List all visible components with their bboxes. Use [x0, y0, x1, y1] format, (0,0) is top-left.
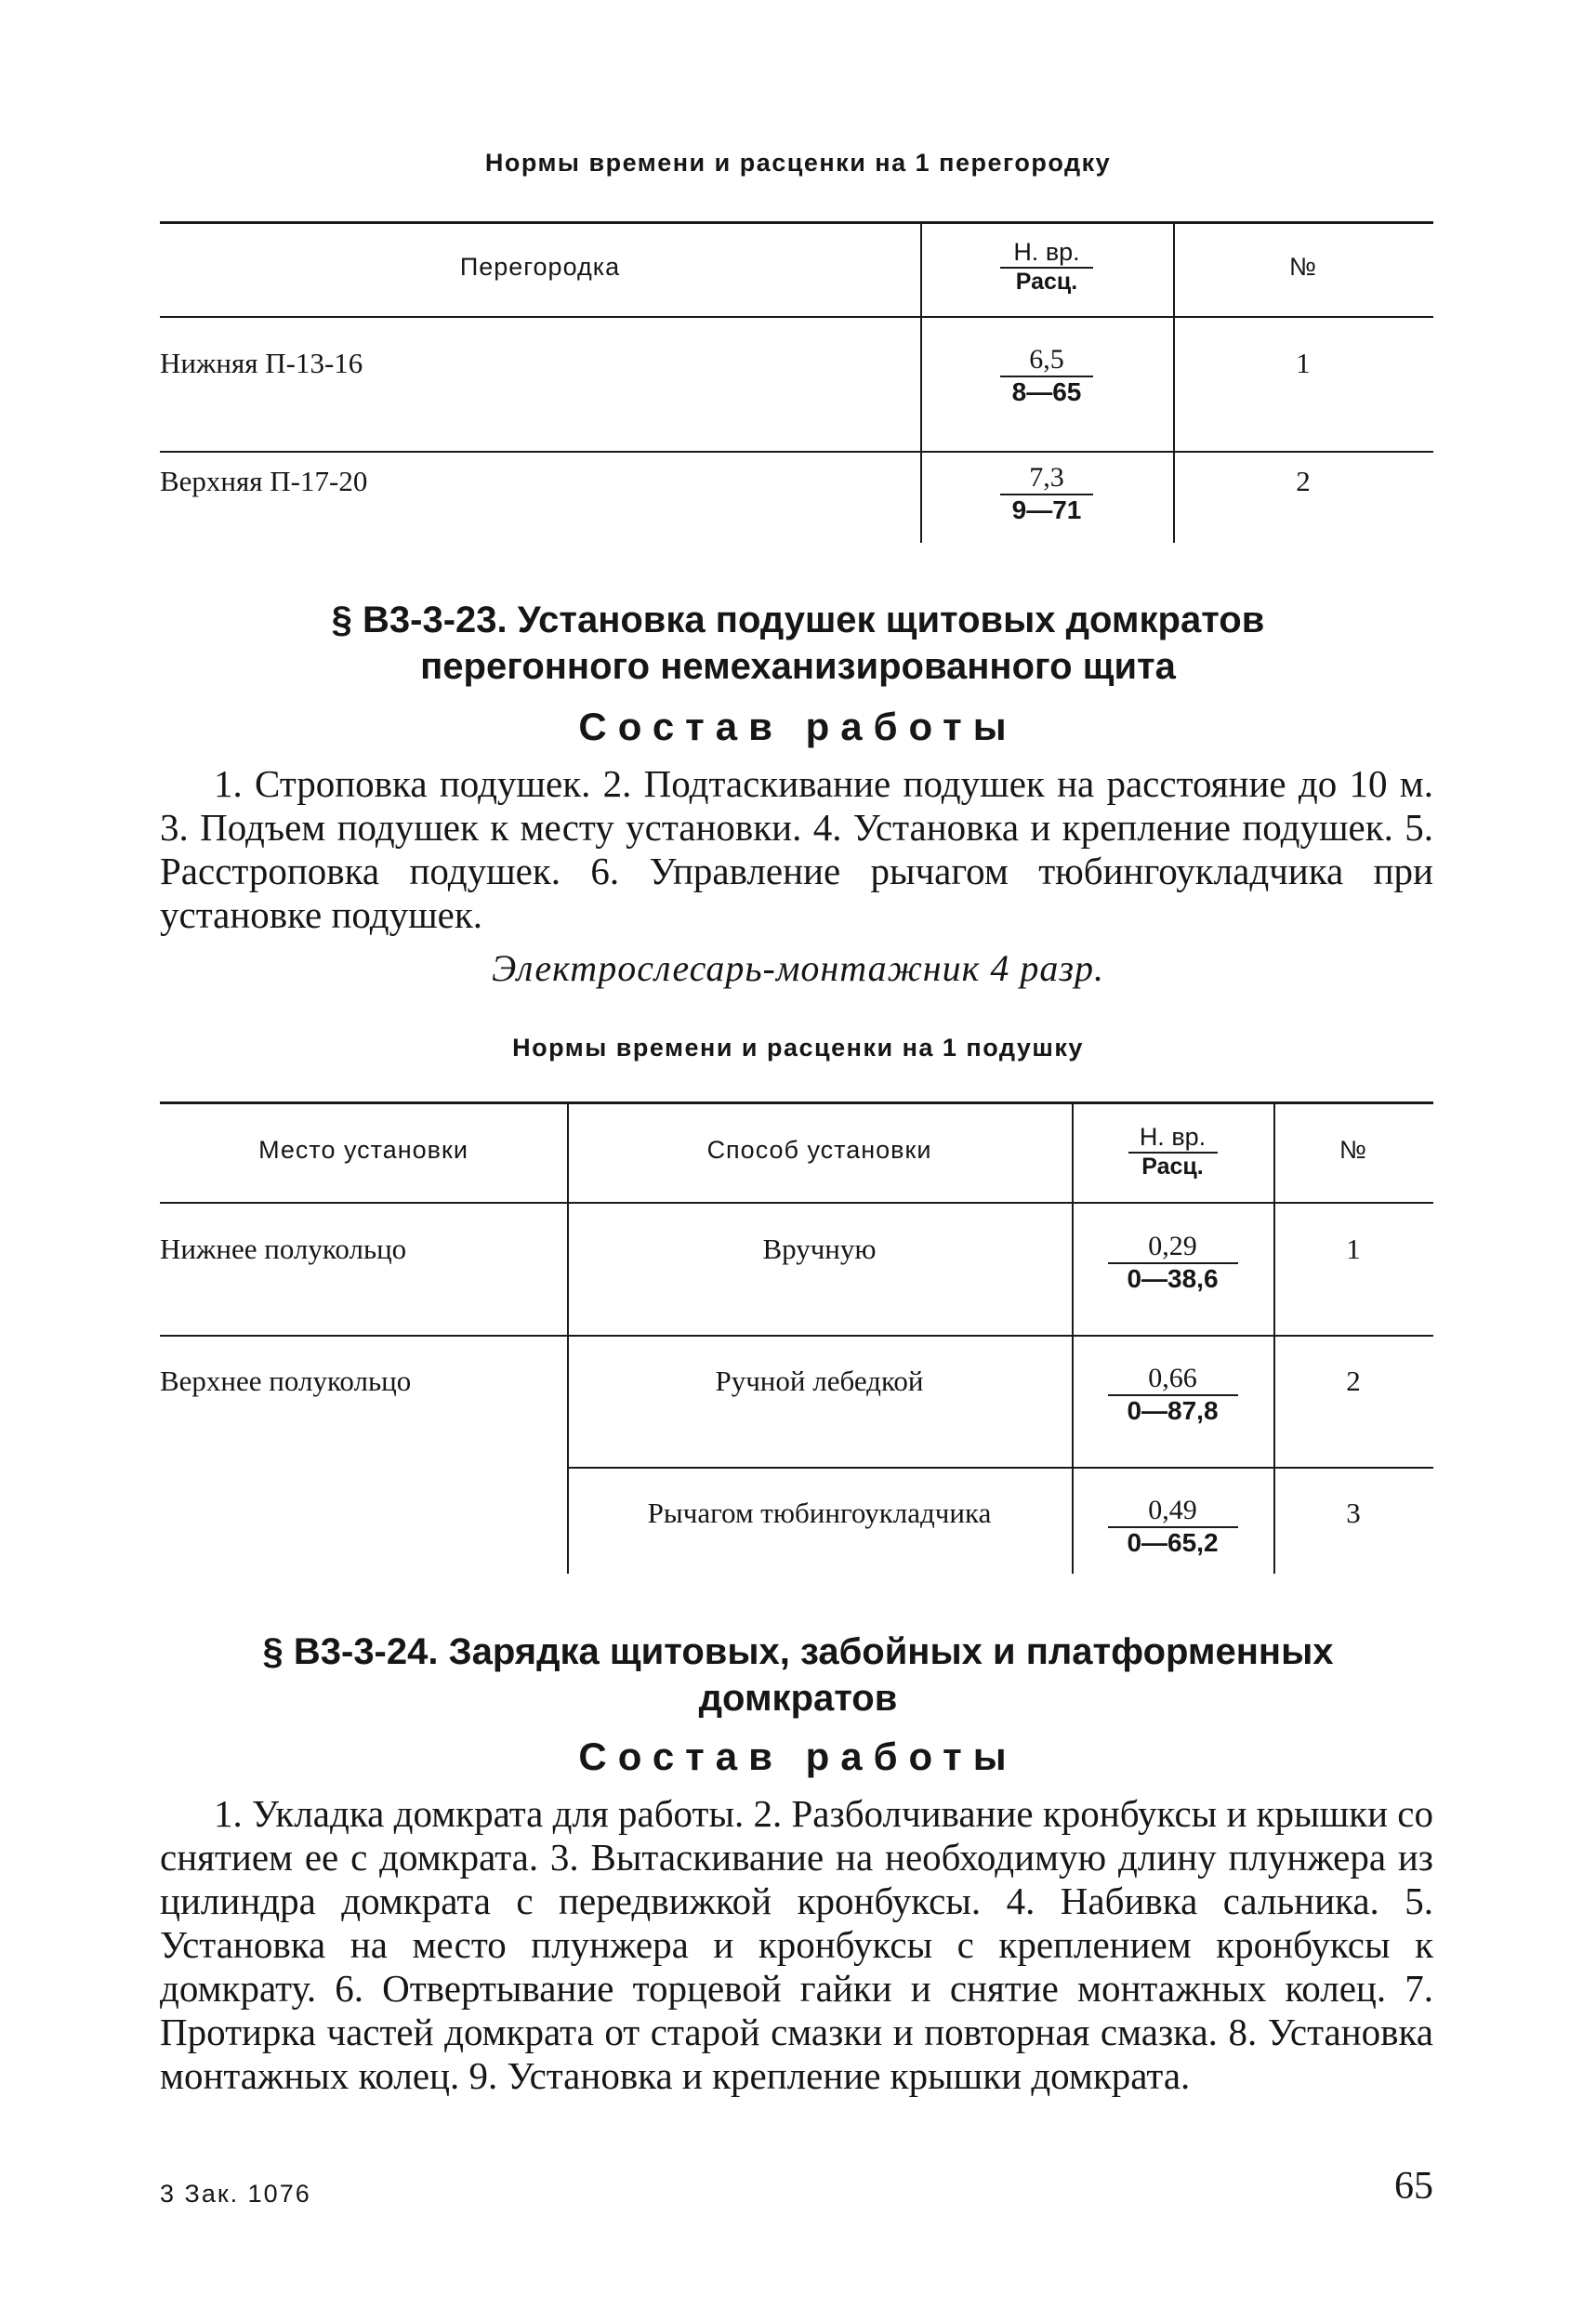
table1-header-nvr-rasc	[920, 238, 1173, 296]
table2-row1-method: Вручную	[762, 1233, 877, 1265]
norm-time: 6,5	[1029, 344, 1064, 375]
section1-work-text: 1. Строповка подушек. 2. Подтаскивание подушек на расстояние до 10 м. 3. Подъем подушек к месту установки. 4. Установка и крепление подушек. 5. Расстроповка подушек. 6. Управление рычагом тюбингоукладчика при установке подушек.	[160, 762, 1433, 936]
rate: 8—65	[1011, 377, 1082, 406]
table2-header-nvr-rasc	[1072, 1123, 1273, 1180]
header-rasc: Расц.	[1141, 1154, 1204, 1180]
table1-caption: Нормы времени и расценки на 1 перегородку	[484, 149, 1112, 177]
table1-row1-norm	[920, 344, 1173, 407]
norm-time: 7,3	[1029, 462, 1064, 493]
table2-header-number: №	[1339, 1136, 1367, 1164]
table2-row2-place: Верхнее полукольцо	[160, 1365, 412, 1397]
norm-time: 0,29	[1148, 1231, 1197, 1261]
table2-row2-num: 2	[1346, 1365, 1361, 1397]
section1-title-line1: § В3-3-23. Установка подушек щитовых домкратов	[331, 600, 1265, 640]
norm-time: 0,66	[1148, 1363, 1197, 1393]
table2-row3-method: Рычагом тюбингоукладчика	[647, 1497, 992, 1529]
table1-row-rule	[160, 451, 1433, 453]
table2-row2-norm	[1072, 1363, 1273, 1426]
table2-row3-norm	[1072, 1495, 1273, 1558]
norm-time: 0,49	[1148, 1495, 1197, 1525]
table2-header-rule	[160, 1202, 1433, 1204]
section2-title-line2: домкратов	[698, 1678, 898, 1719]
table2-row-rule-1	[160, 1335, 1433, 1337]
table2-row1-place: Нижнее полукольцо	[160, 1233, 407, 1265]
section2-sostav-heading: Состав работы	[578, 1734, 1018, 1778]
table2-caption: Нормы времени и расценки на 1 подушку	[512, 1034, 1084, 1062]
page-number: 65	[1394, 2165, 1433, 2208]
table1-row1-num: 1	[1296, 347, 1311, 379]
rate: 0—38,6	[1127, 1264, 1219, 1293]
section1-worker: Электрослесарь-монтажник 4 разр.	[492, 947, 1104, 989]
table2-top-rule	[160, 1101, 1433, 1104]
table1-header-number: №	[1289, 253, 1317, 281]
table1-header-partition: Перегородка	[459, 253, 621, 281]
header-rasc: Расц.	[1015, 269, 1078, 295]
table2-row-rule-2	[567, 1467, 1433, 1469]
table1-row2-norm	[920, 462, 1173, 525]
table2-header-method: Способ установки	[706, 1136, 932, 1164]
table2-row2-method: Ручной лебедкой	[715, 1365, 924, 1397]
table1-row1-name: Нижняя П-13-16	[160, 347, 363, 379]
table2-header-place: Место установки	[258, 1136, 468, 1164]
section1-sostav-heading: Состав работы	[578, 705, 1018, 748]
section2-work-text: 1. Укладка домкрата для работы. 2. Разболчивание кронбуксы и крышки со снятием ее с домкрата. 3. Вытаскивание на необходимую длину плунжера из цилиндра домкрата с передвижкой кронбуксы. 4. Набивка сальника. 5. Установка на место плунжера и кронбуксы с креплением кронбуксы к домкрату. 6. Отвертывание торцевой гайки и снятие монтажных колец. 7. Протирка частей домкрата от старой смазки и повторная смазка. 8. Установка монтажных колец. 9. Установка и крепление крышки домкрата.	[160, 1792, 1433, 2097]
section1-title-line2: перегонного немеханизированного щита	[420, 646, 1176, 687]
section2-title-line1: § В3-3-24. Зарядка щитовых, забойных и платформенных	[262, 1631, 1334, 1672]
rate: 0—87,8	[1127, 1396, 1219, 1425]
rate: 9—71	[1011, 495, 1082, 524]
table1-top-rule	[160, 221, 1433, 224]
table1-header-rule	[160, 316, 1433, 318]
table1-row2-name: Верхняя П-17-20	[160, 465, 368, 497]
rate: 0—65,2	[1127, 1528, 1219, 1557]
table1-row2-num: 2	[1296, 465, 1311, 497]
header-nvr: Н. вр.	[1139, 1123, 1207, 1151]
header-nvr: Н. вр.	[1013, 238, 1080, 266]
table2-row3-num: 3	[1346, 1497, 1361, 1529]
footer-order-number: 3 Зак. 1076	[160, 2180, 311, 2208]
table2-row1-norm	[1072, 1231, 1273, 1294]
table2-row1-num: 1	[1346, 1233, 1361, 1265]
